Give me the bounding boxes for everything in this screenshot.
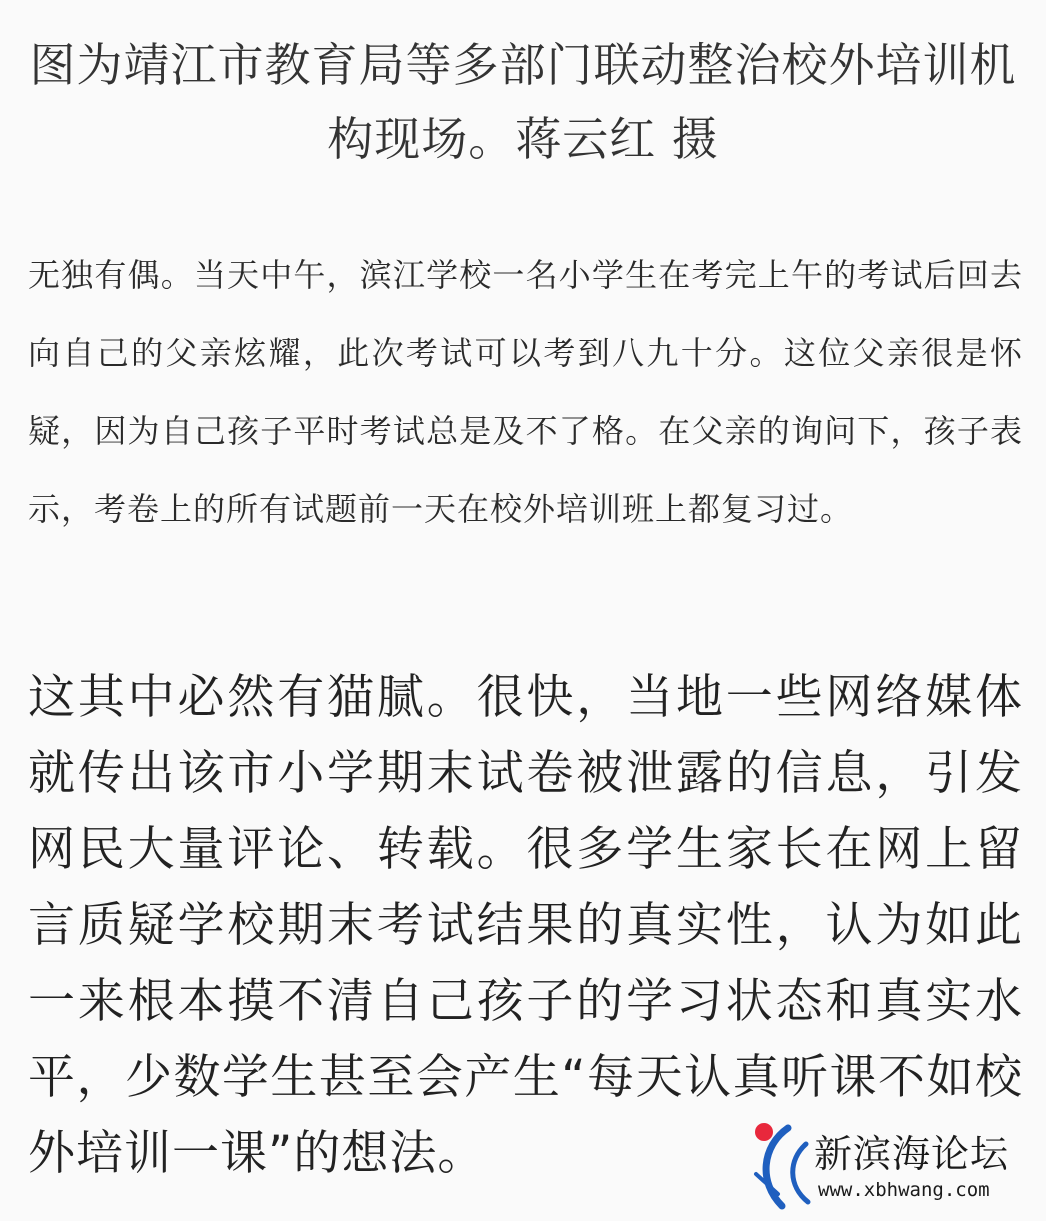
watermark-url: www.xbhwang.com xyxy=(818,1179,990,1201)
article-paragraph-1: 无独有偶。当天中午，滨江学校一名小学生在考完上午的考试后回去向自己的父亲炫耀，此次考试可以考到八九十分。这位父亲很是怀疑，因为自己孩子平时考试总是及不了格。在父亲的询问下，孩子表示，考卷上的所有试题前一天在校外培训班上都复习过。 xyxy=(28,256,1023,528)
watermark-site-name: 新滨海论坛 xyxy=(814,1132,1010,1176)
xbh-logo-icon xyxy=(748,1120,818,1210)
article-paragraph-2: 这其中必然有猫腻。很快，当地一些网络媒体就传出该市小学期末试卷被泄露的信息，引发网民大量评论、转载。很多学生家长在网上留言质疑学校期末考试结果的真实性，认为如此一来根本摸不清自己孩子的学习状态和真实水平，少数学生甚至会产生“每天认真听课不如校外培训一课”的想法。 xyxy=(28,670,1023,1181)
photo-caption: 图为靖江市教育局等多部门联动整治校外培训机构现场。蒋云红 摄 xyxy=(29,38,1017,166)
site-watermark xyxy=(748,1120,1038,1212)
